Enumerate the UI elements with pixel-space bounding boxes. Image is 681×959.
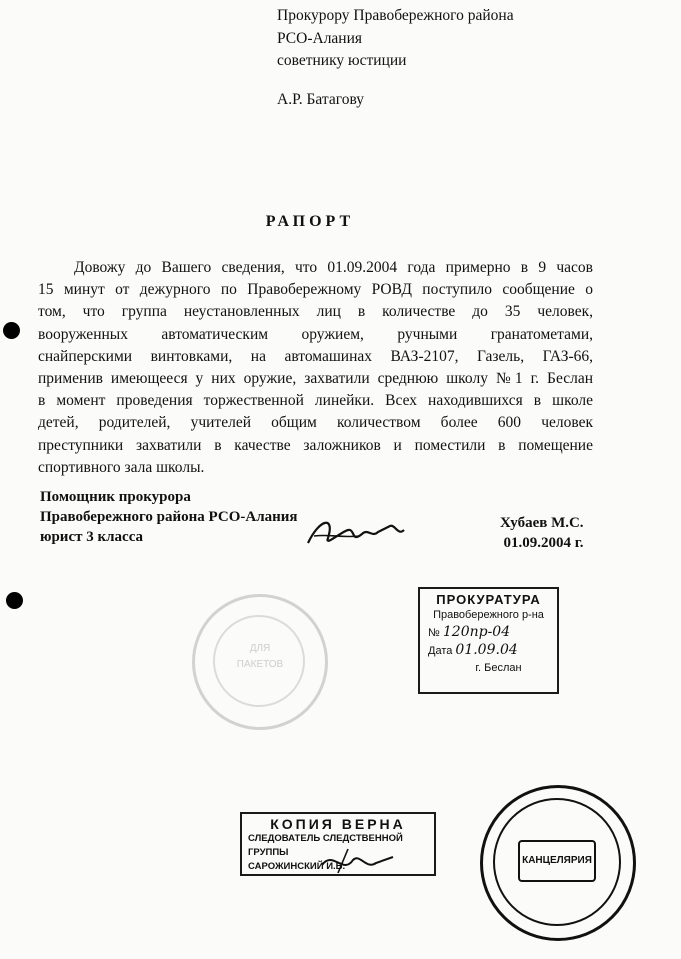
stamp-city: г. Беслан [475, 662, 522, 674]
body-line: том, что группа неустановленных лиц в количестве до 35 человек, [38, 303, 593, 321]
addressee-block [277, 5, 514, 111]
stamp-date-row: Дата 01.09.04 [428, 642, 518, 658]
signatory-position: Помощник прокурора [40, 489, 191, 505]
body-line: применив имеющееся у них оружие, захватили среднюю школу №1 г. Беслан [38, 370, 593, 388]
stamp-district: Правобережного р-на [433, 609, 544, 621]
office-seal [480, 785, 636, 941]
punch-hole [3, 322, 20, 339]
addressee-name: А.Р. Батагову [277, 90, 364, 108]
punch-hole [6, 592, 23, 609]
body-line: снайперскими винтовками, на автомашинах ВАЗ-2107, Газель, ГАЗ-66, [38, 347, 593, 365]
copy-stamp-header: КОПИЯ ВЕРНА [270, 816, 406, 832]
addressee-line-1: Прокурору Правобережного района [277, 7, 514, 24]
signatory-office: Правобережного района РСО-Алания [40, 509, 298, 525]
body-line: в момент проведения торжественной линейки. Всех находившихся в школе [38, 392, 593, 410]
stamp-number-row: № 120пр-04 [428, 624, 511, 640]
body-line: Довожу до Вашего сведения, что 01.09.2004 года примерно в 9 часов [74, 259, 593, 276]
addressee-line-3: советнику юстиции [277, 52, 407, 69]
copy-stamp-line-2: САРОЖИНСКИЙ И.Б. [248, 861, 346, 872]
stamp-header: ПРОКУРАТУРА [436, 592, 541, 607]
signatory-block [40, 487, 298, 547]
addressee-line-2: РСО-Алания [277, 29, 363, 47]
stamp-date-value: 01.09.04 [455, 642, 518, 658]
copy-stamp-signature [318, 845, 398, 880]
stamp-number-value: 120пр-04 [442, 624, 511, 640]
body-line: детей, родителей, учителей общим количеством более 600 человек [38, 414, 593, 432]
copy-stamp-line-1: СЛЕДОВАТЕЛЬ СЛЕДСТВЕННОЙ ГРУППЫ [248, 833, 403, 858]
report-body [38, 257, 593, 479]
faint-round-stamp: ДЛЯ ПАКЕТОВ [192, 594, 328, 730]
body-line: спортивного зала школы. [38, 458, 205, 476]
report-date: 01.09.2004 г. [503, 535, 584, 551]
body-line: преступники захватили в качестве заложников и поместили в помещение [38, 436, 593, 454]
signatory-name: Хубаев М.С. [500, 515, 584, 531]
handwritten-signature [300, 508, 410, 553]
body-line: 15 минут от дежурного по Правобережному РОВД поступило сообщение о [38, 281, 593, 299]
seal-center-label: КАНЦЕЛЯРИЯ [518, 840, 596, 882]
body-line: вооруженных автоматическим оружием, ручными гранатометами, [38, 325, 593, 343]
document-title: РАПОРТ [265, 213, 355, 230]
registration-stamp [418, 587, 559, 694]
signatory-rank: юрист 3 класса [40, 529, 144, 545]
signatory-name-date [500, 513, 584, 553]
